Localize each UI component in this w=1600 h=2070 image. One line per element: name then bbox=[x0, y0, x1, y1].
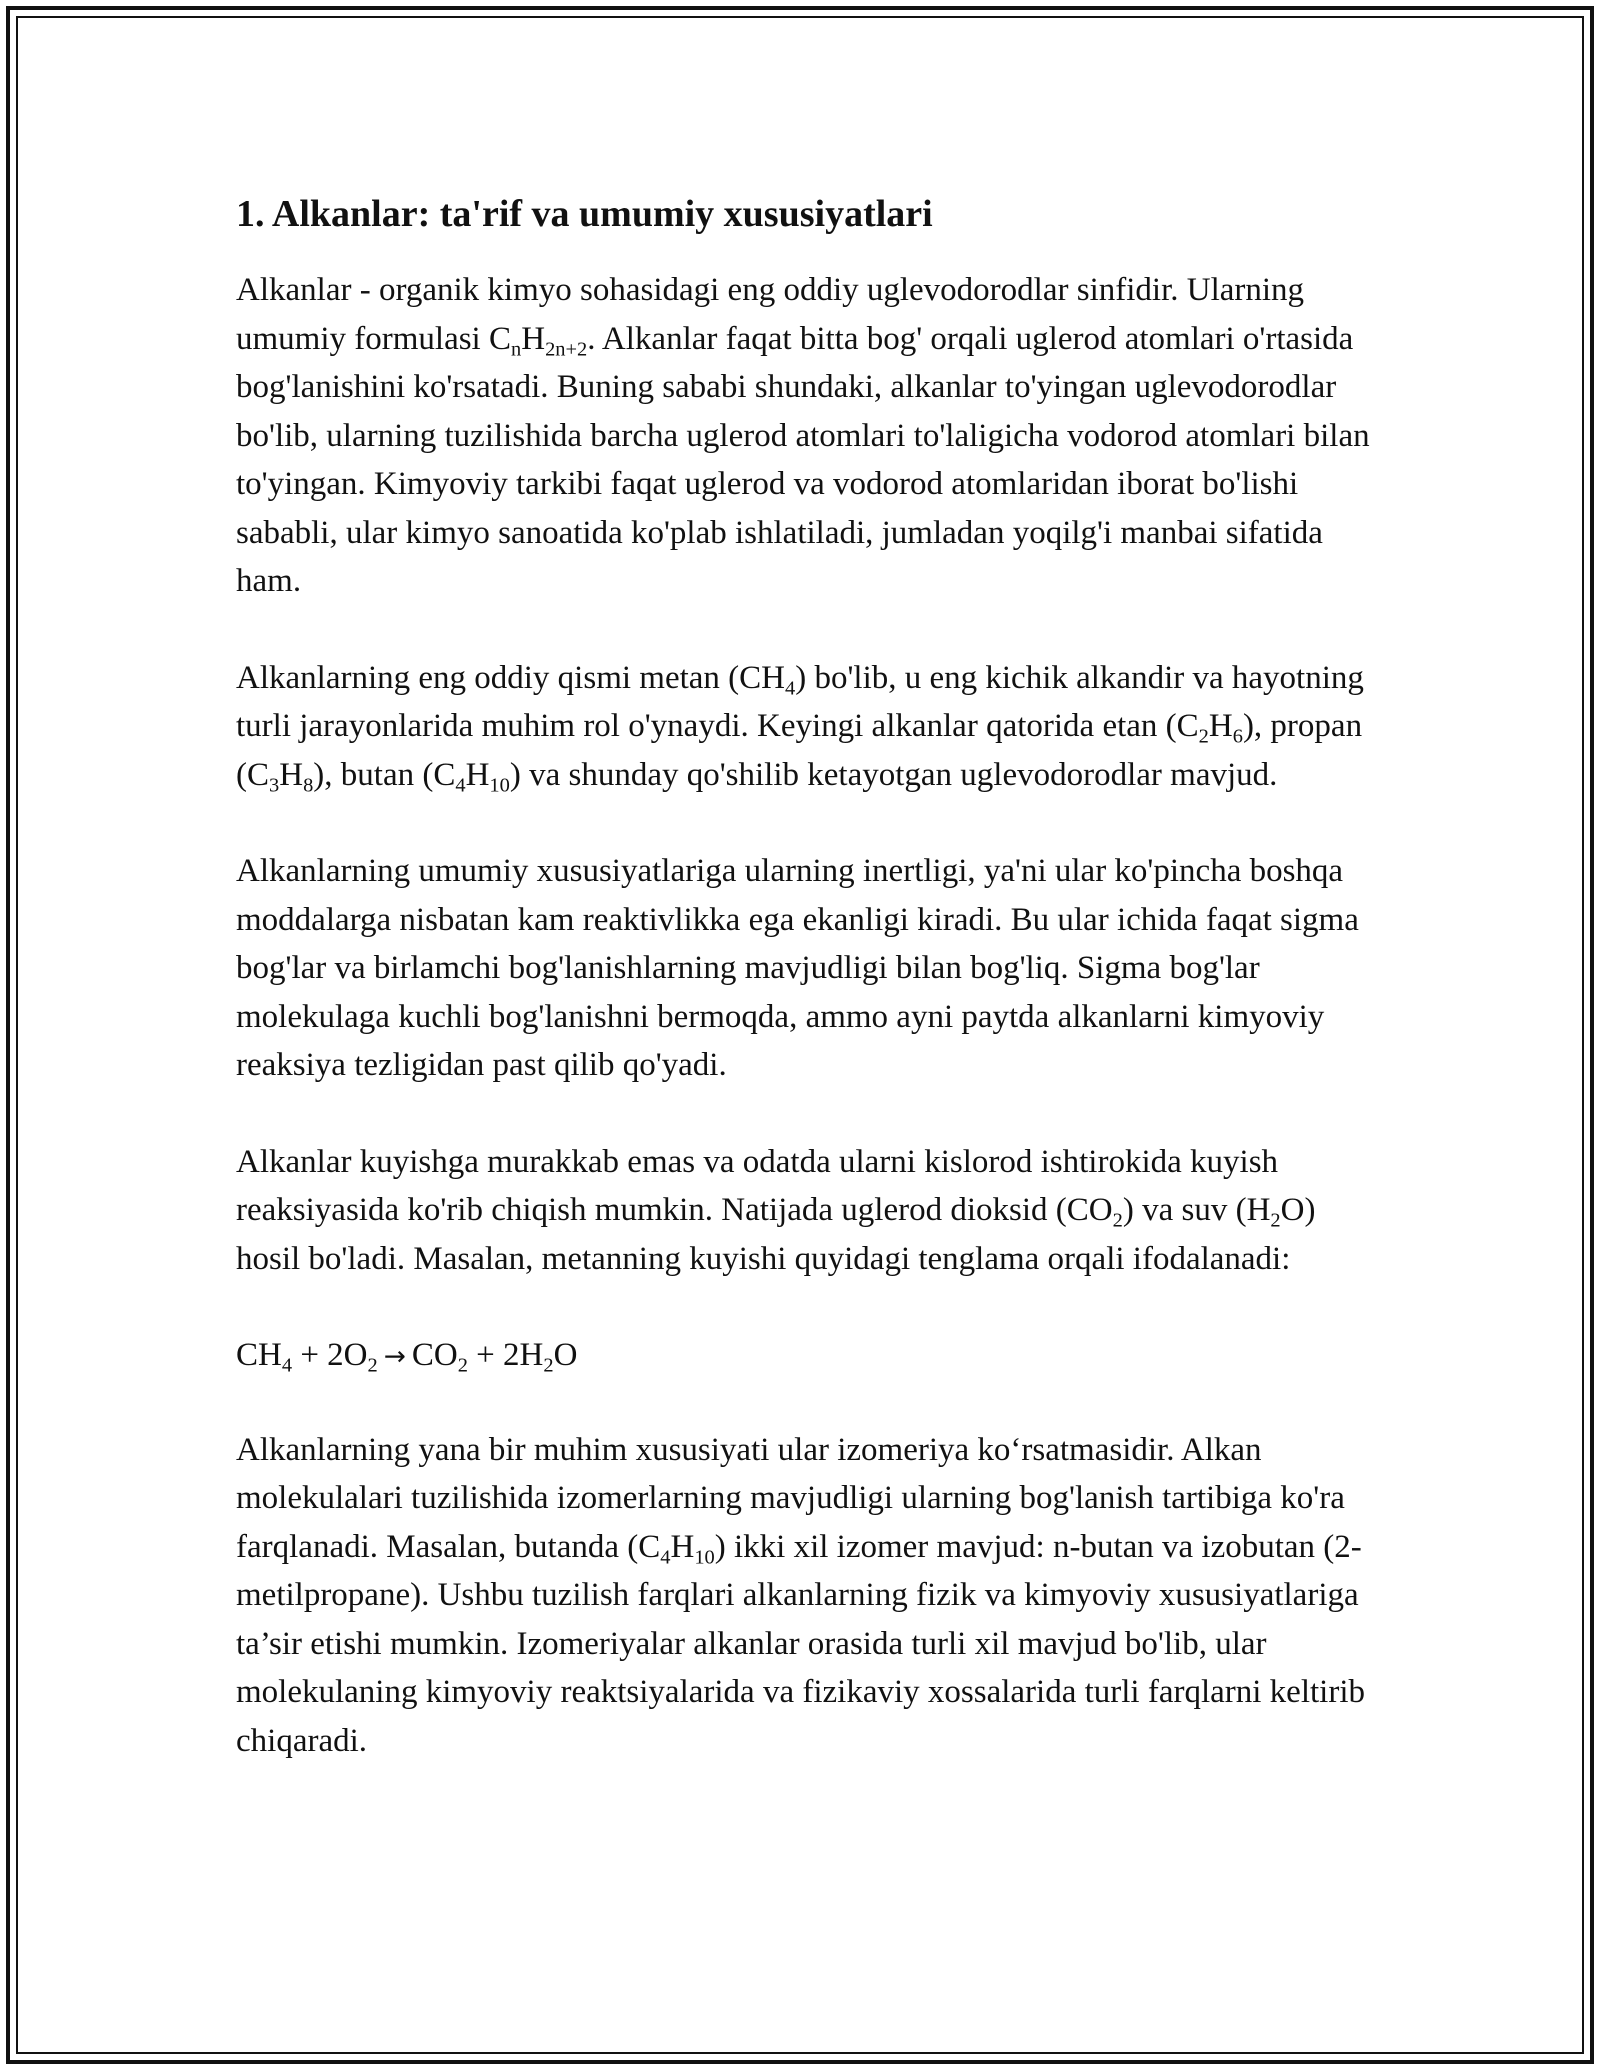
document-body bbox=[236, 186, 1376, 1813]
paragraph-combustion: Alkanlar kuyishga murakkab emas va odatda ularni kislorod ishtirokida kuyish reaksiyasida ko'rib chiqish mumkin. Natijada uglerod dioksid $(CO_2)$ va suv $(H_2O)$ hosil bo'ladi. Masalan, metanning kuyishi quyidagi tenglama orqali ifodalanadi: bbox=[236, 1143, 1316, 1277]
paragraph-definition: Alkanlar - organik kimyo sohasidagi eng oddiy uglevodorodlar sinfidir. Ularning umumiy formulasi $C_nH_{2n+2}$. Alkanlar faqat bitta bog' orqali uglerod atomlari o'rtasida bog'lanishini ko'rsatadi. Buning sababi shundaki, alkanlar to'yingan uglevodorodlar bo'lib, ularning tuzilishida barcha uglerod atomlari to'laligicha vodorod atomlari bilan to'yingan. Kimyoviy tarkibi faqat uglerod va vodorod atomlaridan iborat bo'lishi sababli, ular kimyo sanoatida ko'plab ishlatiladi, jumladan yoqilg'i manbai sifatida ham. bbox=[236, 272, 1370, 599]
combustion-equation: $CH_4 + 2O_2 \to CO_2 + 2H_2O$ bbox=[236, 1337, 578, 1377]
paragraph-methane-series: Alkanlarning eng oddiy qismi metan $(CH_4)$ bo'lib, u eng kichik alkandir va hayotning turli jarayonlarida muhim rol o'ynaydi. Keyingi alkanlar qatorida etan $(C_2H_6)$, propan $(C_3H_8)$, butan $(C_4H_{10})$ va shunday qo'shilib ketayotgan uglevodorodlar mavjud. bbox=[236, 659, 1364, 797]
paragraph-isomerism: Alkanlarning yana bir muhim xususiyati ular izomeriya ko‘rsatmasidir. Alkan molekulalari tuzilishida izomerlarning mavjudligi ularning bog'lanish tartibiga ko'ra farqlanadi. Masalan, butanda $(C_4H_{10})$ ikki xil izomer mavjud: n-butan va izobutan (2-metilpropane). Ushbu tuzilish farqlari alkanlarning fizik va kimyoviy xususiyatlariga ta’sir etishi mumkin. Izomeriyalar alkanlar orasida turli xil mavjud bo'lib, ular molekulaning kimyoviy reaktsiyalarida va fizikaviy xossalarida turli farqlarni keltirib chiqaradi. bbox=[236, 1431, 1365, 1759]
paragraph-inertness: Alkanlarning umumiy xususiyatlariga ularning inertligi, ya'ni ular ko'pincha boshqa moddalarga nisbatan kam reaktivlikka ega ekanligi kiradi. Bu ular ichida faqat sigma bog'lar va birlamchi bog'lanishlarning mavjudligi bilan bog'liq. Sigma bog'lar molekulaga kuchli bog'lanishni bermoqda, ammo ayni paytda alkanlarni kimyoviy reaksiya tezligidan past qilib qo'yadi. bbox=[236, 853, 1359, 1083]
section-heading: 1. Alkanlar: ta'rif va umumiy xususiyatlari bbox=[236, 193, 933, 235]
reaction-arrow-icon: → bbox=[383, 1341, 406, 1372]
